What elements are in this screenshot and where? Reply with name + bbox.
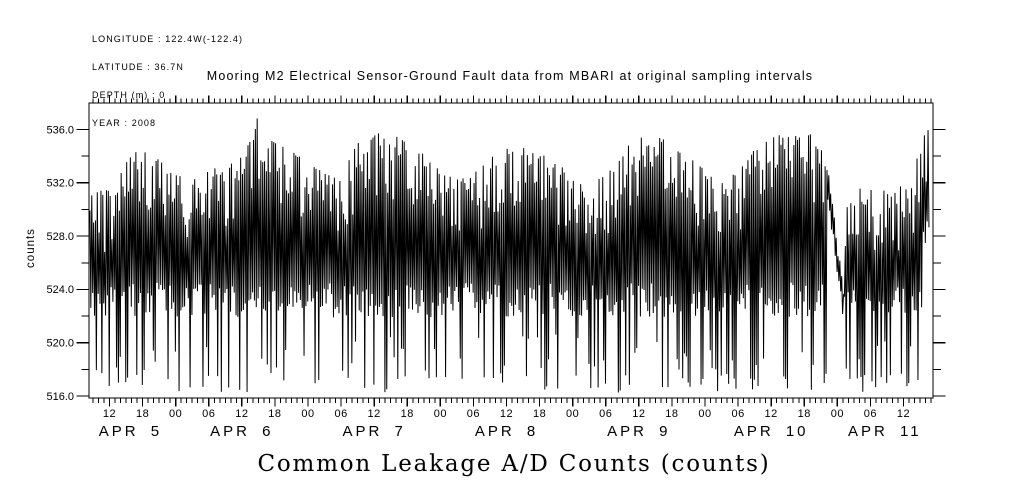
x-day-label: APR 7 [342,423,406,440]
x-tick-label: 06 [202,408,216,420]
meta-longitude: LONGITUDE : 122.4W(-122.4) [92,33,244,44]
x-tick-label: 18 [268,408,282,420]
y-tick-label: 536.0 [46,124,74,137]
x-day-label: APR 8 [474,423,539,440]
signal-trace [90,118,929,392]
x-day-label: APR 9 [607,423,671,440]
x-day-label: APR 10 [733,423,809,440]
x-day-label: APR 6 [210,423,274,440]
x-tick-label: 12 [367,408,381,420]
x-tick-label: 18 [400,408,414,420]
y-tick-label: 520.0 [46,337,74,350]
meta-latitude: LATITUDE : 36.7N [92,62,184,73]
x-day-label: APR 5 [98,423,163,440]
x-tick-label: 06 [599,408,613,420]
x-axis-caption: Common Leakage A/D Counts (counts) [257,451,771,477]
meta-year: YEAR : 2008 [92,118,157,129]
x-tick-label: 00 [830,408,844,420]
x-tick-label: 06 [334,408,348,420]
x-tick-label: 12 [102,408,117,420]
x-tick-label: 12 [896,408,911,420]
y-tick-label: 532.0 [46,177,74,190]
y-tick-label: 528.0 [46,230,74,243]
x-tick-label: 18 [665,408,679,420]
x-tick-label: 00 [433,408,447,420]
x-tick-label: 18 [532,408,547,420]
y-tick-label: 516.0 [46,390,74,403]
x-tick-label: 18 [797,408,811,420]
x-tick-label: 06 [731,408,745,420]
meta-depth: DEPTH (m) : 0 [92,90,166,101]
x-tick-label: 00 [698,408,712,420]
x-tick-label: 06 [863,408,878,420]
x-tick-label: 12 [764,408,778,420]
x-tick-label: 00 [566,408,580,420]
x-tick-label: 12 [235,408,249,420]
x-tick-label: 18 [135,408,150,420]
chart-title: Mooring M2 Electrical Sensor-Ground Fault data from MBARI at original sampling intervals [206,69,814,83]
y-tick-label: 524.0 [46,284,74,297]
y-axis-label: counts [25,228,37,268]
x-day-label: APR 11 [847,423,922,440]
x-tick-label: 12 [632,408,646,420]
x-tick-label: 00 [169,408,183,420]
x-tick-label: 12 [499,408,514,420]
x-tick-label: 00 [301,408,315,420]
x-tick-label: 06 [466,408,481,420]
